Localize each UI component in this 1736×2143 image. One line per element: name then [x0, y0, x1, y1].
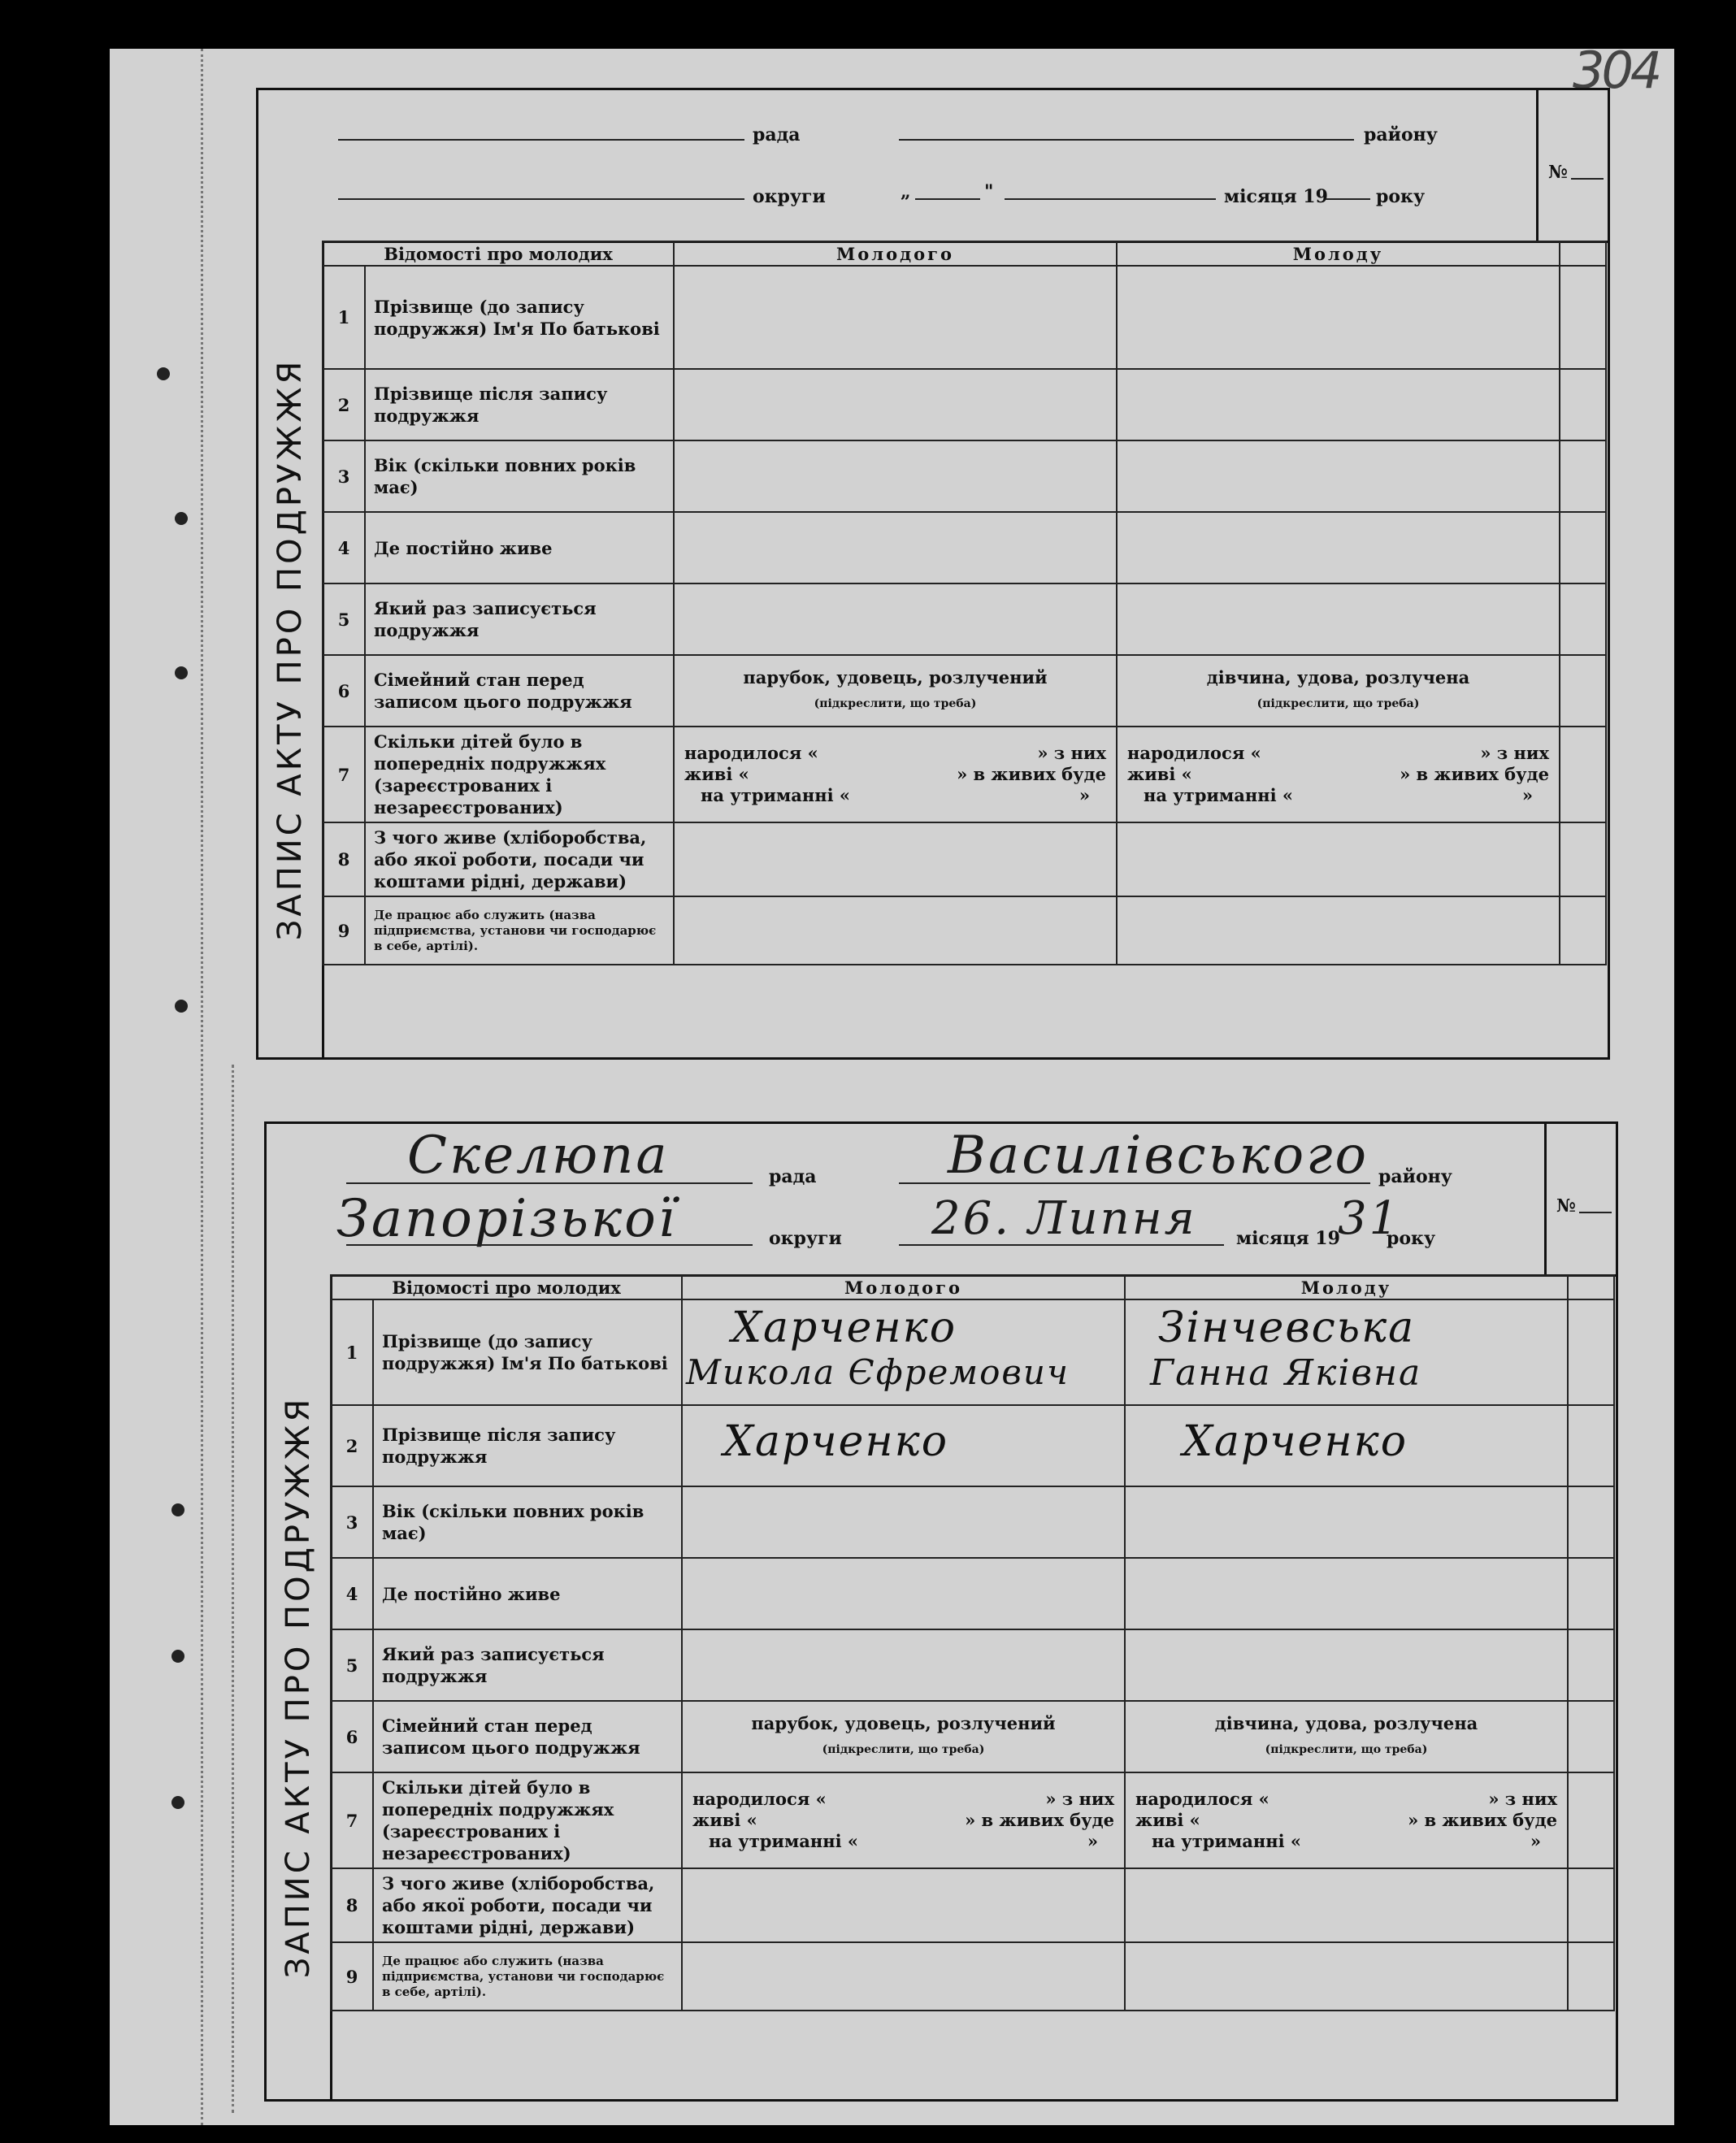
- marital-options: парубок, удовець, розлучений: [743, 667, 1048, 688]
- row-label: Сімейний стан перед записом цього подружжя: [365, 655, 674, 727]
- handwritten-bride-surname: Зінчевська: [1158, 1304, 1416, 1352]
- of-them-label: » з них: [1488, 1789, 1557, 1809]
- row-label: Вік (скільки повних років має): [365, 440, 674, 512]
- margin-cell: [1568, 1772, 1614, 1868]
- of-alive-label: » в живих буде: [965, 1810, 1114, 1830]
- alive-label: живі «: [1127, 764, 1192, 784]
- field-line: [915, 198, 980, 200]
- margin-cell: [1568, 1629, 1614, 1701]
- row-number: 9: [323, 896, 365, 965]
- born-label: народилося «: [1127, 743, 1261, 763]
- handwritten-bride-surname-after: Харченко: [1183, 1417, 1408, 1466]
- rada-label: рада: [753, 124, 801, 145]
- underline-note: (підкреслити, що треба): [822, 1743, 985, 1756]
- row-label: Який раз записується подружжя: [365, 583, 674, 655]
- bride-marital-status: [1125, 1701, 1568, 1772]
- bride-cell: [1117, 896, 1560, 965]
- born-label: народилося «: [684, 743, 818, 763]
- bride-children: [1117, 727, 1560, 822]
- close-quote: »: [1530, 1831, 1541, 1851]
- bride-cell: [1125, 1486, 1568, 1558]
- bride-name-cell: [1125, 1299, 1568, 1405]
- side-title: ЗАПИС АКТУ ПРО ПОДРУЖЖЯ: [280, 1395, 317, 1978]
- records-table: [322, 241, 1607, 965]
- groom-cell: [674, 822, 1117, 896]
- handwritten-year: 31: [1338, 1192, 1401, 1245]
- handwritten-groom-surname: Харченко: [731, 1304, 957, 1352]
- handwritten-selsovet: Скелюпа: [407, 1126, 670, 1186]
- row-number: 2: [331, 1405, 373, 1486]
- close-quote: »: [1087, 1831, 1098, 1851]
- margin-cell: [1568, 1942, 1614, 2011]
- perforation-line: [232, 1065, 234, 2113]
- rayon-label: району: [1378, 1166, 1452, 1187]
- groom-cell: [674, 512, 1117, 583]
- groom-cell: [674, 266, 1117, 369]
- row-number: 4: [323, 512, 365, 583]
- of-them-label: » з них: [1037, 743, 1106, 763]
- row-label: Вік (скільки повних років має): [373, 1486, 682, 1558]
- close-quote: ": [984, 181, 994, 202]
- column-header-bride: Молоду: [1117, 241, 1560, 266]
- dependent-label: на утриманні «: [701, 785, 851, 805]
- open-quote: „: [901, 181, 911, 202]
- bride-cell: [1125, 1629, 1568, 1701]
- column-header-info: Відомості про молодих: [331, 1275, 682, 1299]
- handwritten-okrug: Запорізької: [336, 1189, 678, 1249]
- okrug-label: округи: [753, 186, 826, 207]
- marital-options: дівчина, удова, розлучена: [1206, 667, 1470, 688]
- field-line: [338, 139, 744, 141]
- margin-cell: [1568, 1558, 1614, 1629]
- margin-cell: [1560, 241, 1606, 266]
- field-line: [899, 1182, 1370, 1184]
- marriage-record-form-blank: [256, 88, 1610, 1060]
- marriage-record-form-filled: [264, 1121, 1618, 2102]
- row-number: 4: [331, 1558, 373, 1629]
- perforation-line: [201, 49, 203, 2125]
- year-label: року: [1387, 1228, 1436, 1249]
- groom-name-cell: [682, 1299, 1125, 1405]
- row-label: Прізвище після запису подружжя: [365, 369, 674, 440]
- bride-surname-after-cell: [1125, 1405, 1568, 1486]
- bride-cell: [1117, 822, 1560, 896]
- number-label: №: [1548, 162, 1568, 183]
- row-number: 8: [331, 1868, 373, 1942]
- groom-children: [682, 1772, 1125, 1868]
- bride-cell: [1117, 266, 1560, 369]
- binding-hole: [171, 1503, 184, 1516]
- row-label: Прізвище після запису подружжя: [373, 1405, 682, 1486]
- of-them-label: » з них: [1480, 743, 1549, 763]
- archival-page: [110, 41, 1674, 2125]
- column-header-bride: Молоду: [1125, 1275, 1568, 1299]
- binding-hole: [175, 512, 188, 525]
- year-label: року: [1376, 186, 1426, 207]
- field-line: [1326, 198, 1370, 200]
- margin-cell: [1568, 1868, 1614, 1942]
- row-label: Де працює або служить (назва підприємства, установи чи господарює в себе, артілі).: [373, 1942, 682, 2011]
- side-title-strip: [258, 241, 324, 1057]
- underline-note: (підкреслити, що треба): [1265, 1743, 1428, 1756]
- row-label: Де працює або служить (назва підприємства, установи чи господарює в себе, артілі).: [365, 896, 674, 965]
- binding-hole: [171, 1650, 184, 1663]
- margin-cell: [1560, 896, 1606, 965]
- groom-children: [674, 727, 1117, 822]
- alive-label: живі «: [692, 1810, 757, 1830]
- number-label: №: [1556, 1195, 1576, 1217]
- bride-cell: [1117, 512, 1560, 583]
- underline-note: (підкреслити, що треба): [814, 697, 977, 710]
- row-label: Який раз записується подружжя: [373, 1629, 682, 1701]
- margin-cell: [1560, 440, 1606, 512]
- of-them-label: » з них: [1045, 1789, 1114, 1809]
- row-number: 7: [331, 1772, 373, 1868]
- born-label: народилося «: [692, 1789, 827, 1809]
- marital-options: дівчина, удова, розлучена: [1214, 1713, 1478, 1733]
- alive-label: живі «: [684, 764, 749, 784]
- underline-note: (підкреслити, що треба): [1256, 697, 1420, 710]
- row-label: Прізвище (до запису подружжя) Ім'я По батькові: [373, 1299, 682, 1405]
- row-label: Скільки дітей було в попередніх подружжях (зареєстрованих і незареєстрованих): [365, 727, 674, 822]
- row-label: З чого живе (хліборобства, або якої роботи, посади чи коштами рідні, держави): [373, 1868, 682, 1942]
- field-line: [1571, 178, 1604, 180]
- groom-cell: [674, 440, 1117, 512]
- groom-cell: [682, 1486, 1125, 1558]
- row-label: Прізвище (до запису подружжя) Ім'я По батькові: [365, 266, 674, 369]
- binding-hole: [157, 367, 170, 380]
- bride-cell: [1117, 583, 1560, 655]
- handwritten-district: Василівського: [948, 1126, 1369, 1186]
- alive-label: живі «: [1135, 1810, 1200, 1830]
- dependent-label: на утриманні «: [709, 1831, 859, 1851]
- field-line: [338, 198, 744, 200]
- row-number: 2: [323, 369, 365, 440]
- row-number: 1: [323, 266, 365, 369]
- born-label: народилося «: [1135, 1789, 1269, 1809]
- row-label: Сімейний стан перед записом цього подружжя: [373, 1701, 682, 1772]
- bride-marital-status: [1117, 655, 1560, 727]
- groom-cell: [674, 896, 1117, 965]
- field-line: [1005, 198, 1216, 200]
- dependent-label: на утриманні «: [1144, 785, 1294, 805]
- field-line: [346, 1182, 753, 1184]
- bride-children: [1125, 1772, 1568, 1868]
- binding-hole: [171, 1796, 184, 1809]
- margin-cell: [1560, 655, 1606, 727]
- column-header-groom: Молодого: [682, 1275, 1125, 1299]
- row-number: 3: [323, 440, 365, 512]
- dependent-label: на утриманні «: [1152, 1831, 1302, 1851]
- binding-hole: [175, 1000, 188, 1013]
- row-number: 5: [323, 583, 365, 655]
- field-line: [1579, 1212, 1612, 1213]
- row-label: Де постійно живе: [373, 1558, 682, 1629]
- bride-cell: [1125, 1868, 1568, 1942]
- column-header-groom: Молодого: [674, 241, 1117, 266]
- margin-cell: [1568, 1275, 1614, 1299]
- row-number: 5: [331, 1629, 373, 1701]
- groom-cell: [682, 1558, 1125, 1629]
- margin-cell: [1568, 1299, 1614, 1405]
- row-number: 8: [323, 822, 365, 896]
- of-alive-label: » в живих буде: [1400, 764, 1549, 784]
- margin-cell: [1568, 1405, 1614, 1486]
- margin-cell: [1560, 583, 1606, 655]
- form-header: [330, 1124, 1616, 1277]
- month-label: місяця 19: [1224, 186, 1328, 207]
- groom-surname-after-cell: [682, 1405, 1125, 1486]
- rayon-label: району: [1364, 124, 1438, 145]
- handwritten-bride-name: Ганна Яківна: [1150, 1352, 1422, 1394]
- field-line: [899, 1244, 1224, 1246]
- side-title-strip: [267, 1274, 332, 2099]
- margin-cell: [1568, 1701, 1614, 1772]
- month-label: місяця 19: [1236, 1228, 1340, 1249]
- form-header: [322, 90, 1608, 243]
- margin-cell: [1560, 512, 1606, 583]
- column-header-info: Відомості про молодих: [323, 241, 674, 266]
- close-quote: »: [1078, 785, 1090, 805]
- bride-cell: [1117, 440, 1560, 512]
- margin-cell: [1560, 369, 1606, 440]
- margin-cell: [1560, 822, 1606, 896]
- row-label: Де постійно живе: [365, 512, 674, 583]
- row-number: 3: [331, 1486, 373, 1558]
- okrug-label: округи: [769, 1228, 842, 1249]
- bride-cell: [1117, 369, 1560, 440]
- groom-cell: [682, 1942, 1125, 2011]
- of-alive-label: » в живих буде: [1408, 1810, 1557, 1830]
- row-label: З чого живе (хліборобства, або якої роботи, посади чи коштами рідні, держави): [365, 822, 674, 896]
- record-number-box: [1536, 90, 1608, 241]
- margin-cell: [1560, 727, 1606, 822]
- groom-cell: [674, 583, 1117, 655]
- handwritten-groom-name: Микола Єфремович: [686, 1352, 1070, 1392]
- groom-cell: [674, 369, 1117, 440]
- side-title: ЗАПИС АКТУ ПРО ПОДРУЖЖЯ: [271, 358, 309, 940]
- row-number: 6: [331, 1701, 373, 1772]
- bride-cell: [1125, 1558, 1568, 1629]
- row-number: 7: [323, 727, 365, 822]
- field-line: [346, 1244, 753, 1246]
- field-line: [899, 139, 1354, 141]
- margin-cell: [1560, 266, 1606, 369]
- row-number: 1: [331, 1299, 373, 1405]
- groom-cell: [682, 1868, 1125, 1942]
- margin-cell: [1568, 1486, 1614, 1558]
- rada-label: рада: [769, 1166, 817, 1187]
- marital-options: парубок, удовець, розлучений: [751, 1713, 1056, 1733]
- records-table: [330, 1274, 1615, 2011]
- row-label: Скільки дітей було в попередніх подружжях (зареєстрованих і незареєстрованих): [373, 1772, 682, 1868]
- close-quote: »: [1521, 785, 1533, 805]
- bride-cell: [1125, 1942, 1568, 2011]
- of-alive-label: » в живих буде: [957, 764, 1106, 784]
- record-number-box: [1544, 1124, 1616, 1274]
- binding-hole: [175, 666, 188, 679]
- row-number: 6: [323, 655, 365, 727]
- page-number: 304: [1573, 41, 1660, 100]
- row-number: 9: [331, 1942, 373, 2011]
- groom-marital-status: [674, 655, 1117, 727]
- groom-marital-status: [682, 1701, 1125, 1772]
- handwritten-date: 26. Липня: [931, 1192, 1197, 1245]
- handwritten-groom-surname-after: Харченко: [723, 1417, 949, 1466]
- groom-cell: [682, 1629, 1125, 1701]
